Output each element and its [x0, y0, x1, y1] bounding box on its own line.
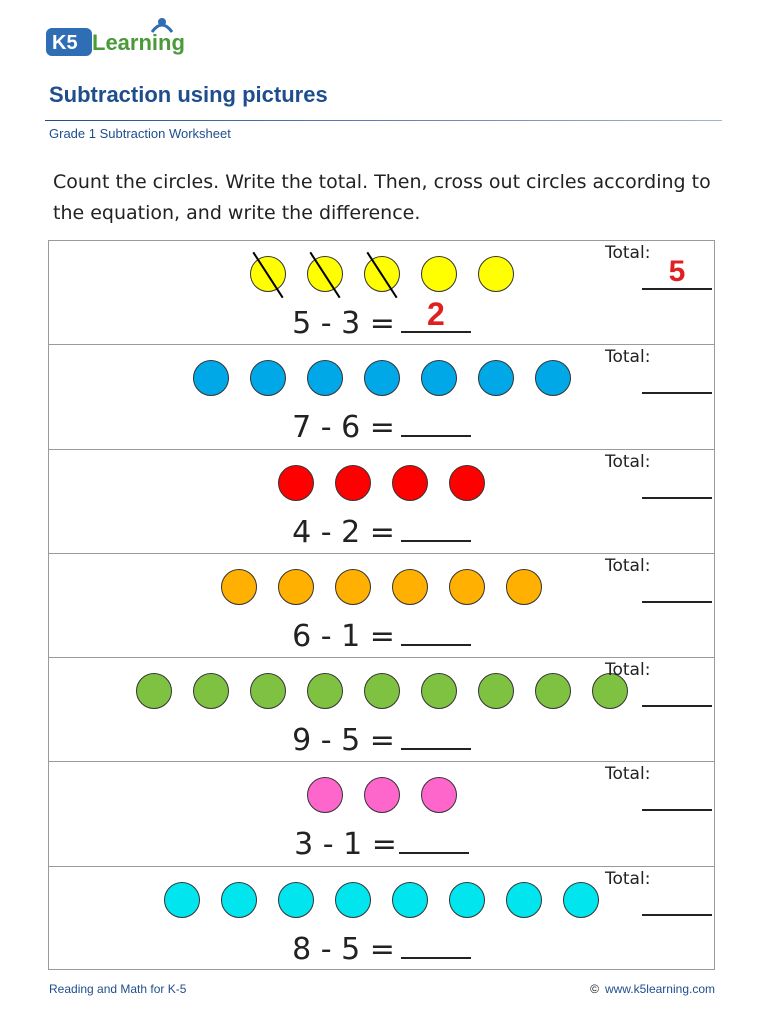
circle — [164, 882, 200, 918]
circle — [478, 360, 514, 396]
problem-row — [49, 867, 714, 971]
circle — [364, 777, 400, 813]
total-answer-blank[interactable] — [642, 675, 712, 707]
equation — [49, 927, 714, 970]
circle — [335, 465, 371, 501]
svg-text:K5: K5 — [52, 32, 78, 54]
instructions: Count the circles. Write the total. Then, cross out circles according to the equation, and write the difference. — [53, 171, 711, 224]
total-label: Total: — [605, 243, 651, 263]
equation — [49, 510, 714, 553]
equation — [49, 296, 714, 344]
equation-text: 8 - 5 = — [292, 931, 395, 967]
total-answer-blank[interactable] — [642, 467, 712, 499]
equation-text: 4 - 2 = — [292, 514, 395, 550]
circle — [307, 673, 343, 709]
equation — [49, 405, 714, 448]
circle — [392, 882, 428, 918]
page-title: Subtraction using pictures — [49, 82, 328, 107]
problem-row — [49, 241, 714, 345]
footer-tagline: Reading and Math for K-5 — [49, 982, 187, 996]
footer-url: www.k5learning.com — [604, 982, 715, 996]
problem-row — [49, 554, 714, 658]
equation — [49, 718, 714, 761]
worksheet-grid — [48, 240, 715, 970]
circle — [307, 360, 343, 396]
page-subtitle: Grade 1 Subtraction Worksheet — [49, 126, 231, 141]
circle — [250, 673, 286, 709]
problem-row — [49, 345, 714, 449]
equation-text: 6 - 1 = — [292, 618, 395, 654]
difference-answer-blank[interactable] — [401, 296, 471, 333]
circle — [307, 777, 343, 813]
circle — [278, 465, 314, 501]
circle — [421, 360, 457, 396]
footer-website — [590, 982, 715, 996]
total-answer-blank[interactable] — [642, 884, 712, 916]
equation-text: 3 - 1 = — [294, 827, 397, 863]
equation — [49, 822, 714, 865]
total-answer-blank[interactable] — [642, 571, 712, 603]
circle — [421, 256, 457, 292]
total-answer: 5 — [668, 255, 686, 288]
equation-text: 7 - 6 = — [292, 410, 395, 446]
circle — [221, 569, 257, 605]
total-label: Total: — [605, 347, 651, 368]
total-label: Total: — [605, 660, 651, 681]
circle — [535, 673, 571, 709]
circle — [421, 673, 457, 709]
circle — [421, 777, 457, 813]
difference-answer-blank[interactable] — [401, 614, 471, 646]
copyright-symbol: © — [590, 982, 599, 996]
circle — [335, 882, 371, 918]
problem-row — [49, 450, 714, 554]
total-label: Total: — [605, 764, 651, 785]
circle — [193, 673, 229, 709]
total-answer-blank[interactable] — [642, 362, 712, 394]
circle — [506, 882, 542, 918]
difference-answer-blank[interactable] — [401, 510, 471, 542]
svg-text:Learning: Learning — [92, 30, 185, 55]
crossed-out-circle — [250, 256, 286, 292]
circle — [278, 569, 314, 605]
circle — [392, 569, 428, 605]
circle — [478, 256, 514, 292]
circle — [478, 673, 514, 709]
circle — [193, 360, 229, 396]
total-answer-blank[interactable] — [642, 779, 712, 811]
circle — [392, 465, 428, 501]
equation-text: 5 - 3 = — [292, 306, 395, 341]
total-label: Total: — [605, 451, 651, 472]
problem-row — [49, 658, 714, 762]
equation-text: 9 - 5 = — [292, 723, 395, 759]
circle — [136, 673, 172, 709]
circle — [364, 360, 400, 396]
circle — [449, 882, 485, 918]
circle — [506, 569, 542, 605]
equation — [49, 614, 714, 657]
crossed-out-circle — [364, 256, 400, 292]
circle — [250, 360, 286, 396]
circle — [563, 882, 599, 918]
title-divider — [45, 120, 722, 121]
difference-answer: 2 — [426, 296, 445, 332]
circle — [335, 569, 371, 605]
crossed-out-circle — [307, 256, 343, 292]
circle — [278, 882, 314, 918]
circle — [221, 882, 257, 918]
difference-answer-blank[interactable] — [401, 927, 471, 959]
difference-answer-blank[interactable] — [401, 718, 471, 750]
difference-answer-blank[interactable] — [401, 405, 471, 437]
circle — [535, 360, 571, 396]
circle — [449, 569, 485, 605]
difference-answer-blank[interactable] — [399, 822, 469, 854]
circle — [364, 673, 400, 709]
total-answer-blank[interactable] — [642, 255, 712, 290]
circle — [449, 465, 485, 501]
k5-learning-logo — [44, 14, 214, 60]
total-label: Total: — [605, 555, 651, 576]
problem-row — [49, 762, 714, 866]
total-label: Total: — [605, 868, 651, 889]
